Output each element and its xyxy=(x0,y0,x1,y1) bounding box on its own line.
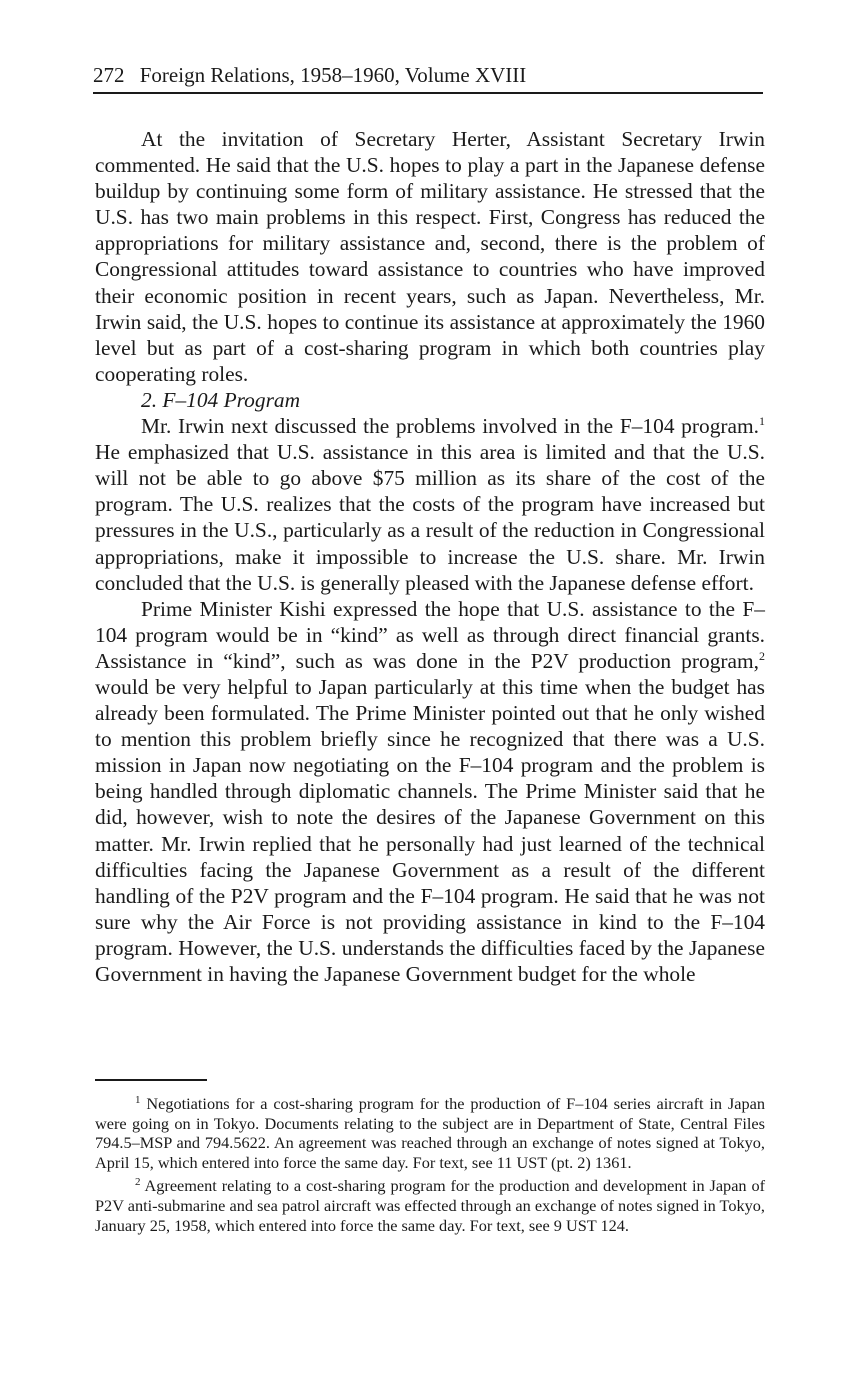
footnotes xyxy=(95,1094,765,1239)
footnote-reference: 2 xyxy=(759,648,765,663)
footnote-text: Agreement relating to a cost-sharing program for the production and development in Japan of P2V anti-submarine and sea patrol aircraft was effected through an exchange of notes signed in Tokyo, January 25, 1958, which entered into force the same day. For text, see 9 UST 124. xyxy=(95,1176,766,1235)
body-text xyxy=(95,126,765,987)
footnote xyxy=(95,1176,765,1235)
paragraph-text: Prime Minister Kishi expressed the hope that U.S. assistance to the F–104 program would be in “kind” as well as through direct financial grants. Assistance in “kind”, such as was done in the P2V production program, xyxy=(95,596,765,673)
footnote xyxy=(95,1094,765,1172)
volume-title: Foreign Relations, 1958–1960, Volume XVIII xyxy=(139,63,527,87)
paragraph-f104-discussion xyxy=(95,413,765,596)
paragraph-irwin-comments: At the invitation of Secretary Herter, Assistant Secretary Irwin commented. He said that the U.S. hopes to play a part in the Japanese defense buildup by continuing some form of military assistance. He stressed that the U.S. has two main problems in this respect. First, Congress has reduced the appropriations for military assistance and, second, there is the problem of Congressional attitudes toward assistance to countries who have improved their economic position in recent years, such as Japan. Nevertheless, Mr. Irwin said, the U.S. hopes to continue its assistance at approximately the 1960 level but as part of a cost-sharing program in which both countries play cooperating roles. xyxy=(95,127,765,386)
footnote-text: Negotiations for a cost-sharing program for the production of F–104 series aircraft in Japan were going on in Tokyo. Documents relating to the subject are in Department of State, Central Files 794.5–MSP and 794.5622. An agreement was reached through an exchange of notes signed at Tokyo, April 15, which entered into force the same day. For text, see 11 UST (pt. 2) 1361. xyxy=(95,1094,765,1172)
section-heading-f104: 2. F–104 Program xyxy=(141,387,301,412)
footnote-marker: 1 xyxy=(135,1094,141,1106)
running-header xyxy=(93,62,763,94)
paragraph-text: Mr. Irwin next discussed the problems involved in the F–104 program. xyxy=(141,414,759,439)
page-number: 272 xyxy=(93,63,125,87)
footnote-divider xyxy=(95,1079,207,1081)
paragraph-text: He emphasized that U.S. assistance in this area is limited and that the U.S. will not be able to go above $75 million as its share of the cost of the program. The U.S. realizes that the costs of the program have increased but pressures in the U.S., particularly as a result of the reduction in Congressional appropriations, make it impossible to increase the U.S. share. Mr. Irwin concluded that the U.S. is generally pleased with the Japanese defense effort. xyxy=(95,440,765,595)
footnote-marker: 2 xyxy=(135,1176,141,1189)
paragraph-text: would be very helpful to Japan particularly at this time when the budget has already been formulated. The Prime Minister pointed out that he only wished to mention this problem briefly since he recognized that there was a U.S. mission in Japan now negotiating on the F–104 program and the problem is being handled through diplomatic channels. The Prime Minister said that he did, however, wish to note the desires of the Japanese Government on this matter. Mr. Irwin replied that he personally had just learned of the technical difficulties facing the Japanese Government as a result of the different handling of the P2V program and the F–104 program. He said that he was not sure why the Air Force is not providing assistance in kind to the F–104 program. However, the U.S. understands the difficulties faced by the Japanese Government in having the Japanese Government budget for the whole xyxy=(95,674,765,986)
paragraph-kishi-response xyxy=(95,596,765,987)
footnote-reference: 1 xyxy=(759,414,765,429)
